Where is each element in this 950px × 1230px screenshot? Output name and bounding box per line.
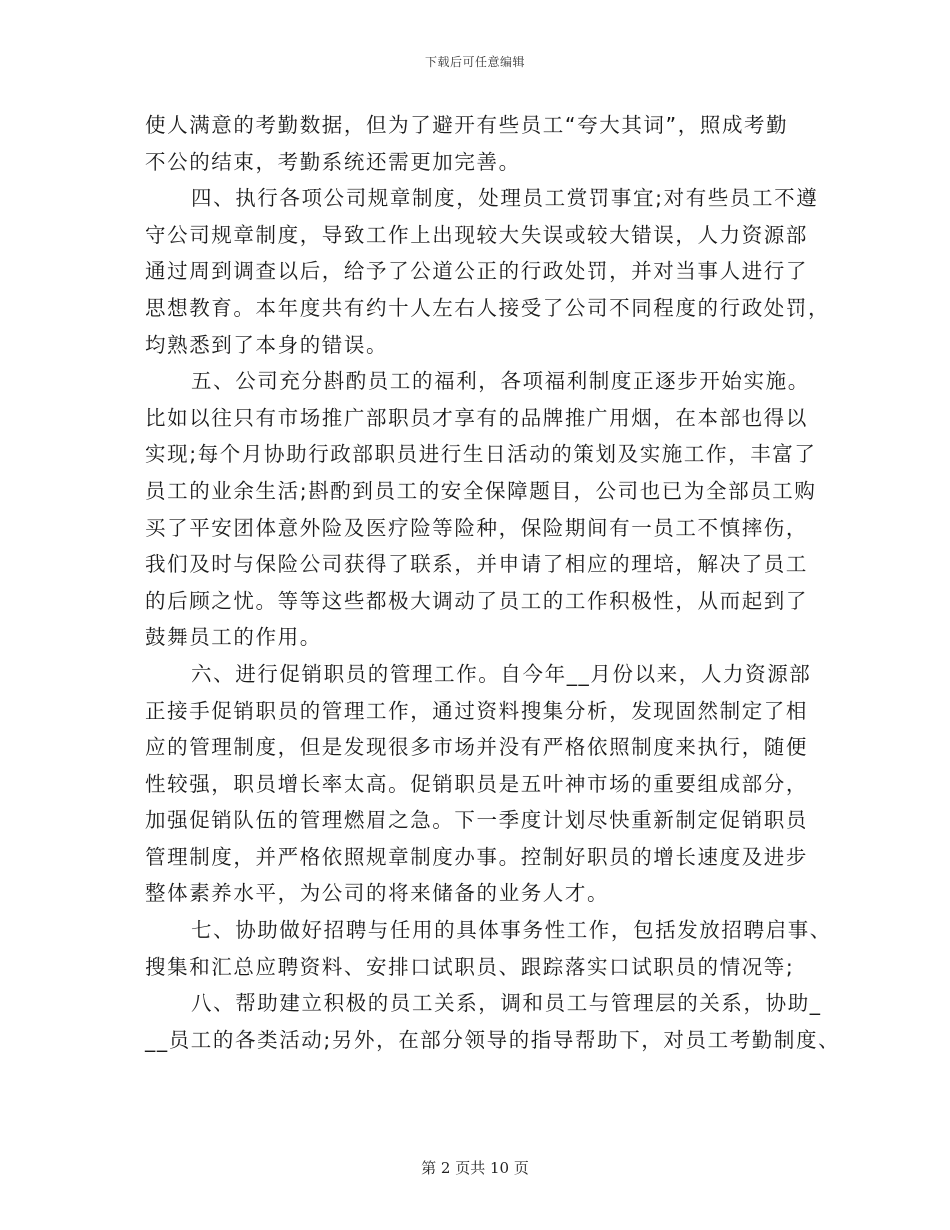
text-line: 正接手促销职员的管理工作，通过资料搜集分析，发现固然制定了相 (145, 698, 808, 723)
text-line: 思想教育。本年度共有约十人左右人接受了公司不同程度的行政处罚， (145, 295, 831, 320)
paragraph-start-line: 四、执行各项公司规章制度，处理员工赏罚事宜;对有些员工不遵 (191, 186, 819, 211)
text-line: 员工的业余生活;斟酌到员工的安全保障题目，公司也已为全部员工购 (145, 478, 817, 503)
document-body (145, 107, 841, 1058)
text-line: 实现;每个月协助行政部职员进行生日活动的策划及实施工作，丰富了 (145, 442, 817, 467)
text-line: 整体素养水平，为公司的将来储备的业务人才。 (145, 881, 610, 906)
text-line: 鼓舞员工的作用。 (145, 625, 322, 650)
text-line: 均熟悉到了本身的错误。 (145, 332, 389, 357)
text-line: 买了平安团体意外险及医疗险等险种，保险期间有一员工不慎摔伤， (145, 515, 808, 540)
text-line: 搜集和汇总应聘资料、安排口试职员、跟踪落实口试职员的情况等; (145, 954, 795, 979)
text-line: 我们及时与保险公司获得了联系，并申请了相应的理培，解决了员工 (145, 552, 808, 577)
text-line: 守公司规章制度，导致工作上出现较大失误或较大错误，人力资源部 (145, 222, 808, 247)
text-line: 应的管理制度，但是发现很多市场并没有严格依照制度来执行，随便 (145, 735, 808, 760)
paragraph-start-line: 八、帮助建立积极的员工关系，调和员工与管理层的关系，协助_ (191, 991, 822, 1016)
text-line: 使人满意的考勤数据，但为了避开有些员工“夸大其词”，照成考勤 (145, 113, 789, 137)
text-line: 通过周到调查以后，给予了公道公正的行政处罚，并对当事人进行了 (145, 259, 808, 284)
paragraph-start-line: 六、进行促销职员的管理工作。自今年__月份以来，人力资源部 (191, 661, 812, 686)
header-note: 下载后可任意编辑 (424, 55, 525, 69)
paragraph-start-line: 五、公司充分斟酌员工的福利，各项福利制度正逐步开始实施。 (191, 369, 810, 394)
text-line: 管理制度，并严格依照规章制度办事。控制好职员的增长速度及进步 (145, 844, 808, 869)
text-line: __员工的各类活动;另外，在部分领导的指导帮助下，对员工考勤制度、 (145, 1027, 841, 1052)
paragraph-start-line: 七、协助做好招聘与任用的具体事务性工作，包括发放招聘启事、 (191, 918, 832, 943)
text-line: 不公的结束，考勤系统还需更加完善。 (145, 149, 521, 174)
text-line: 性较强，职员增长率太高。促销职员是五叶神市场的重要组成部分， (145, 771, 808, 796)
text-line: 加强促销队伍的管理燃眉之急。下一季度计划尽快重新制定促销职员 (145, 808, 808, 833)
text-line: 的后顾之忧。等等这些都极大调动了员工的工作积极性，从而起到了 (145, 588, 808, 613)
page-number: 第 2 页共 10 页 (421, 1159, 529, 1177)
text-line: 比如以往只有市场推广部职员才享有的品牌推广用烟，在本部也得以 (145, 405, 808, 430)
